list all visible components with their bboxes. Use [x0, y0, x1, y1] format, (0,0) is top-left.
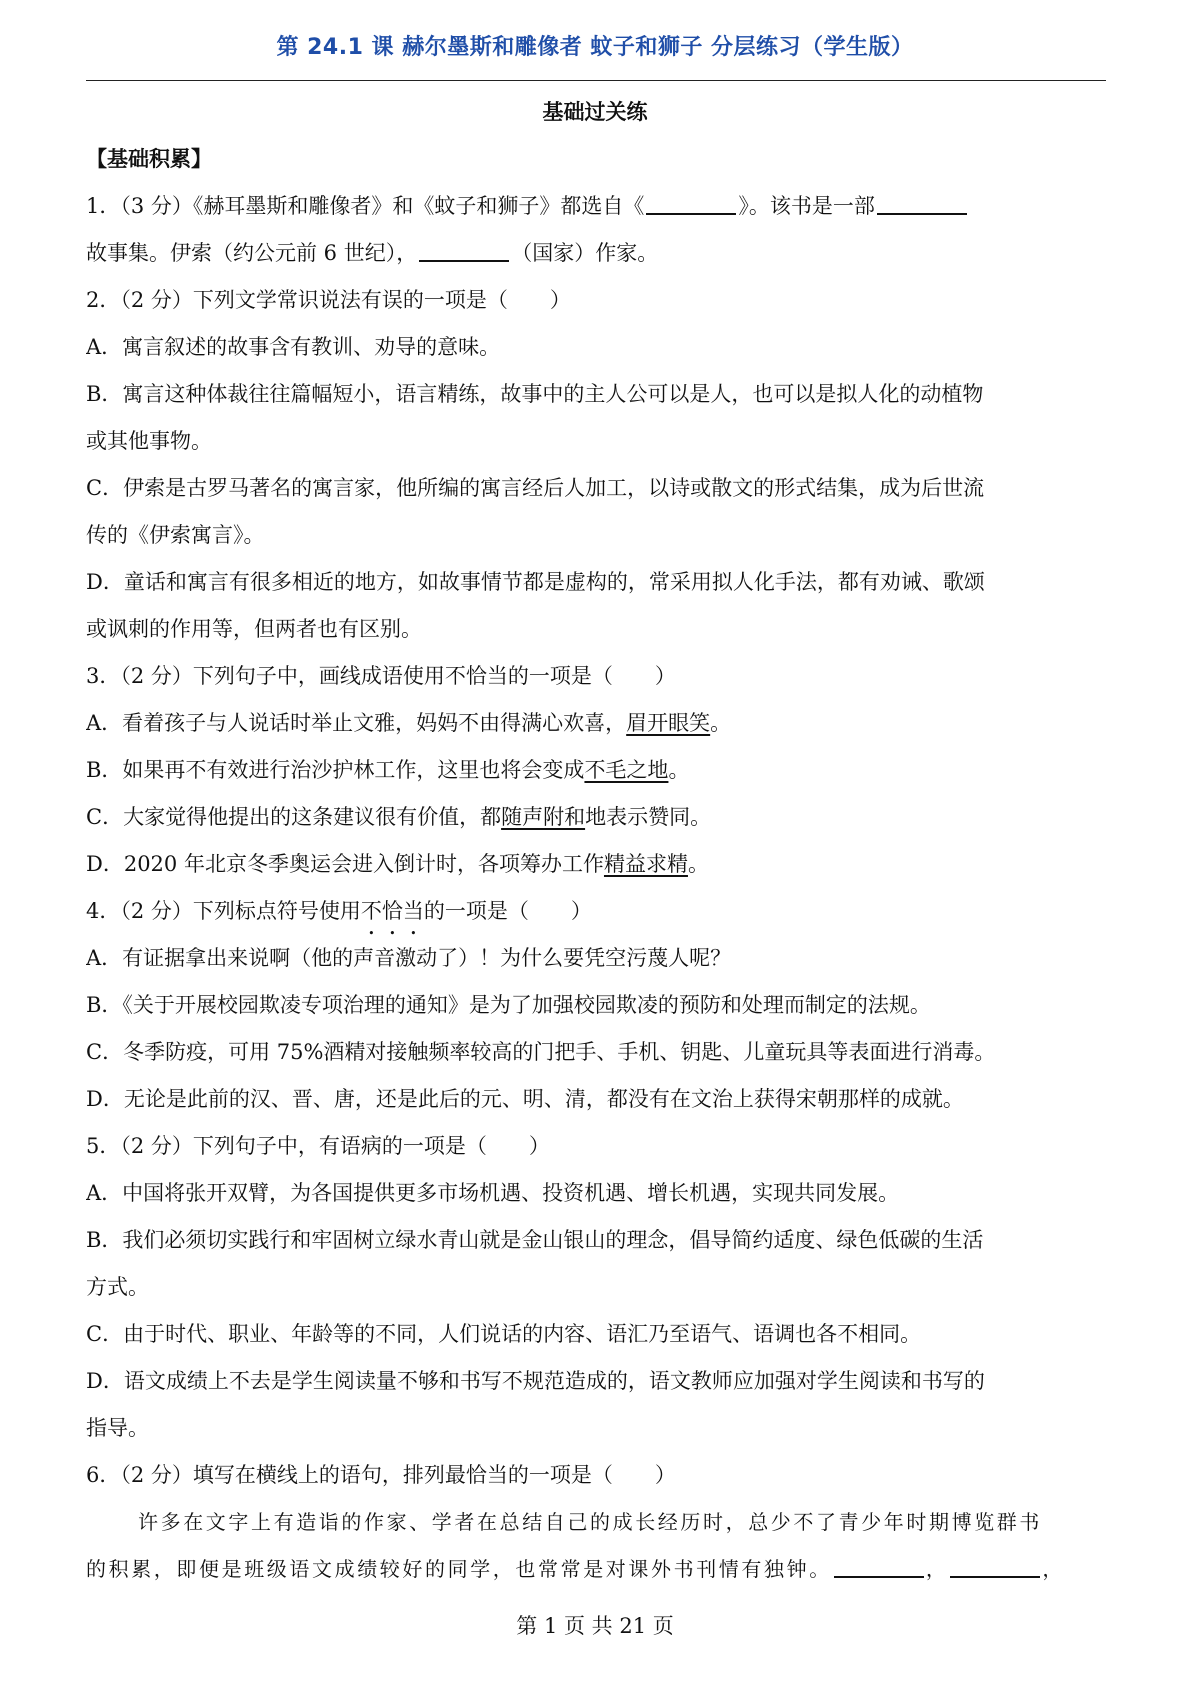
underlined-idiom: 精益求精 [603, 852, 688, 876]
emphasis-dot-char: 当 [402, 899, 424, 923]
answer-blank[interactable] [877, 189, 967, 215]
question-1-line-1: 1．（3 分）《赫耳墨斯和雕像者》和《蚊子和狮子》都选自《 》。该书是一部 [86, 183, 1106, 230]
answer-blank[interactable] [646, 189, 736, 215]
emphasis-dot-char: 恰 [381, 899, 403, 923]
underlined-idiom: 随声附和 [501, 805, 586, 829]
option-d-cont: 或讽刺的作用等，但两者也有区别。 [86, 617, 422, 641]
option-d-cont: 指导。 [86, 1416, 149, 1440]
option-d: D．2020 年北京冬季奥运会进入倒计时，各项筹办工作精益求精。 [86, 852, 709, 876]
emphasis-dot-char: 不 [360, 899, 382, 923]
question-2-stem: 2．（2 分）下列文学常识说法有误的一项是（ ） [86, 288, 571, 312]
option-c-cont: 传的《伊索寓言》。 [86, 523, 265, 547]
option-b-cont: 或其他事物。 [86, 429, 212, 453]
page-number: 第 1 页 共 21 页 [516, 1614, 674, 1638]
question-6-stem: 6．（2 分）填写在横线上的语句，排列最恰当的一项是（ ） [86, 1463, 676, 1487]
option-c: C．冬季防疫，可用 75%酒精对接触频率较高的门把手、手机、钥匙、儿童玩具等表面进行消毒。 [86, 1040, 996, 1064]
question-1-line-2: 故事集。伊索（约公元前 6 世纪）， （国家）作家。 [86, 230, 1106, 277]
question-4-stem: 4．（2 分）下列标点符号使用不恰当的一项是（ ） [86, 899, 592, 923]
option-a: A．看着孩子与人说话时举止文雅，妈妈不由得满心欢喜，眉开眼笑。 [86, 711, 732, 735]
header-divider [86, 80, 1106, 81]
option-d: D．童话和寓言有很多相近的地方，如故事情节都是虚构的，常采用拟人化手法，都有劝诫、歌颂 [86, 570, 985, 594]
section-heading: 【基础积累】 [86, 147, 212, 171]
answer-blank[interactable] [419, 236, 509, 262]
option-b: B．我们必须切实践行和牢固树立绿水青山就是金山银山的理念，倡导简约适度、绿色低碳的生活 [86, 1228, 984, 1252]
underlined-idiom: 不毛之地 [584, 758, 669, 782]
exercise-content [86, 136, 1106, 1593]
question-5-stem: 5．（2 分）下列句子中，有语病的一项是（ ） [86, 1134, 550, 1158]
document-title: 第 24.1 课 赫尔墨斯和雕像者 蚊子和狮子 分层练习（学生版） [276, 35, 914, 60]
section-subtitle: 基础过关练 [542, 100, 648, 124]
option-c: C．伊索是古罗马著名的寓言家，他所编的寓言经后人加工，以诗或散文的形式结集，成为后世流 [86, 476, 985, 500]
option-b: B．寓言这种体裁往往篇幅短小，语言精练，故事中的主人公可以是人，也可以是拟人化的动植物 [86, 382, 984, 406]
option-d: D．无论是此前的汉、晋、唐，还是此后的元、明、清，都没有在文治上获得宋朝那样的成就。 [86, 1087, 964, 1111]
passage-line-1: 许多在文字上有造诣的作家、学者在总结自己的成长经历时，总少不了青少年时期博览群书 [138, 1510, 1042, 1534]
option-d: D．语文成绩上不去是学生阅读量不够和书写不规范造成的，语文教师应加强对学生阅读和书写的 [86, 1369, 985, 1393]
answer-blank[interactable] [834, 1552, 924, 1578]
option-b: B．《关于开展校园欺凌专项治理的通知》是为了加强校园欺凌的预防和处理而制定的法规。 [86, 993, 931, 1017]
option-b-cont: 方式。 [86, 1275, 149, 1299]
option-c: C．大家觉得他提出的这条建议很有价值，都随声附和地表示赞同。 [86, 805, 712, 829]
option-a: A．寓言叙述的故事含有教训、劝导的意味。 [86, 335, 501, 359]
passage-line-2: 的积累，即便是班级语文成绩较好的同学，也常常是对课外书刊情有独钟。 ， ， [86, 1546, 1106, 1593]
option-a: A．有证据拿出来说啊（他的声音激动了）！为什么要凭空污蔑人呢？ [86, 946, 732, 970]
option-a: A．中国将张开双臂，为各国提供更多市场机遇、投资机遇、增长机遇，实现共同发展。 [86, 1181, 900, 1205]
answer-blank[interactable] [950, 1552, 1040, 1578]
question-3-stem: 3．（2 分）下列句子中，画线成语使用不恰当的一项是（ ） [86, 664, 676, 688]
option-b: B．如果再不有效进行治沙护林工作，这里也将会变成不毛之地。 [86, 758, 690, 782]
underlined-idiom: 眉开眼笑 [626, 711, 711, 735]
option-c: C．由于时代、职业、年龄等的不同，人们说话的内容、语汇乃至语气、语调也各不相同。 [86, 1322, 922, 1346]
